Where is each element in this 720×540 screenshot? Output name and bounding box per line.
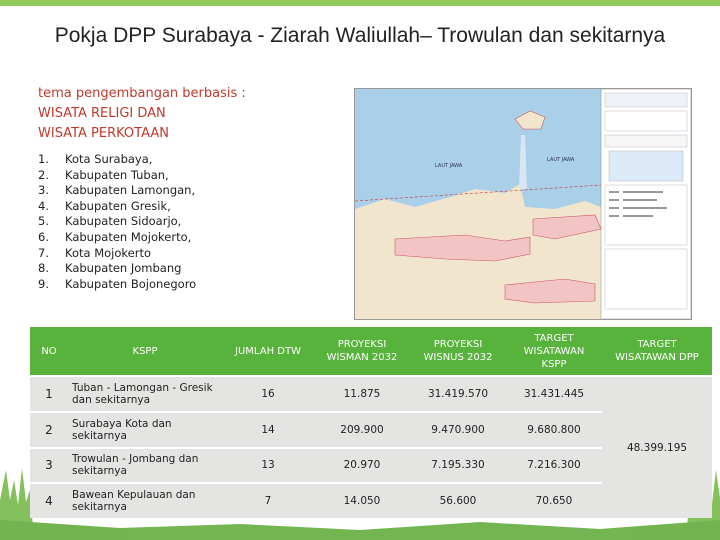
list-item: 8. Kabupaten Jombang — [38, 261, 182, 276]
header-target-dpp: TARGET WISATAWAN DPP — [602, 327, 712, 375]
region-map — [354, 88, 692, 320]
list-item: 4. Kabupaten Gresik, — [38, 198, 171, 213]
list-item: 2. Kabupaten Tuban, — [38, 167, 169, 182]
header-target-kspp: TARGET WISATAWAN KSPP — [506, 327, 602, 375]
map-graphic — [355, 89, 691, 319]
kspp-table — [30, 325, 712, 520]
list-item: 3. Kabupaten Lamongan, — [38, 183, 196, 198]
list-item: 5. Kabupaten Sidoarjo, — [38, 214, 182, 229]
theme-text — [38, 84, 338, 144]
map-sea-label: LAUT JAWA — [547, 157, 575, 163]
theme-line-1: tema pengembangan berbasis : — [38, 86, 246, 101]
map-sea-label: LAUT JAWA — [435, 163, 463, 169]
table-row: 2 Surabaya Kota dan sekitarnya 14 209.900 9.470.900 9.680.800 — [30, 413, 712, 447]
table-header-row — [30, 327, 712, 375]
table-row: 1 Tuban - Lamongan - Gresik dan sekitarnya 16 11.875 31.419.570 31.431.445 48.399.195 — [30, 377, 712, 411]
region-list — [38, 152, 338, 292]
theme-line-3: WISATA PERKOTAAN — [38, 126, 169, 141]
header-kspp: KSPP — [68, 327, 222, 375]
list-item: 1. Kota Surabaya, — [38, 152, 153, 166]
theme-line-2: WISATA RELIGI DAN — [38, 106, 166, 121]
table-row: 4 Bawean Kepulauan dan sekitarnya 7 14.050 56.600 70.650 — [30, 484, 712, 518]
table-row: 3 Trowulan - Jombang dan sekitarnya 13 20.970 7.195.330 7.216.300 — [30, 449, 712, 483]
header-dtw: JUMLAH DTW — [222, 327, 314, 375]
list-item: 9. Kabupaten Bojonegoro — [38, 276, 197, 291]
header-wisman: PROYEKSI WISMAN 2032 — [314, 327, 410, 375]
header-wisnus: PROYEKSI WISNUS 2032 — [410, 327, 506, 375]
list-item: 7. Kota Mojokerto — [38, 245, 152, 260]
header-no: NO — [30, 327, 68, 375]
target-dpp-value: 48.399.195 — [602, 377, 712, 518]
list-item: 6. Kabupaten Mojokerto, — [38, 229, 192, 244]
page-title: Pokja DPP Surabaya - Ziarah Waliullah– Trowulan dan sekitarnya — [54, 24, 666, 47]
